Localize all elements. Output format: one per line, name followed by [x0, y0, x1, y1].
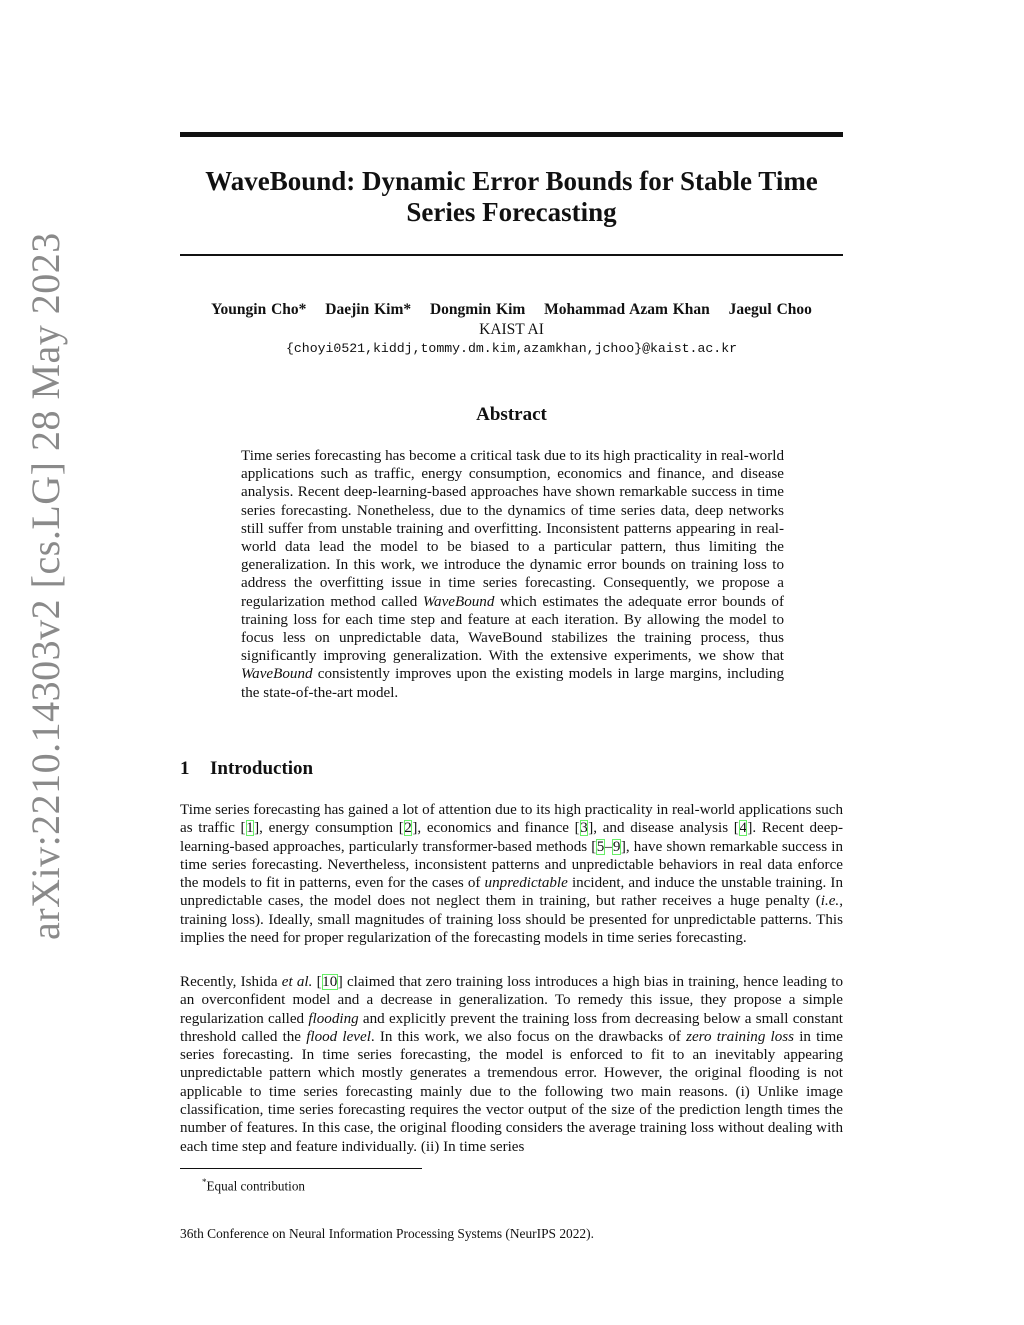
title-rule-bottom [180, 254, 843, 256]
intro-paragraph-1: Time series forecasting has gained a lot of attention due to its high practicality in real-world applications such as traffic [1], energy consumption [2], economics and finance [3], and disease analysis [4]. Recent deep-learning-based approaches, particularly transformer-based methods [5–9], have shown remarkable success in time series forecasting. Nevertheless, inconsistent patterns and unpredictable behaviors in real data enforce the models to fit in patterns, even for the cases of unpredictable incident, and induce the unstable training. In unpredictable cases, the model does not neglect them in training, but rather receives a huge penalty (i.e., training loss). Ideally, small magnitudes of training loss should be presented for unpredictable patterns. This implies the need for proper regularization of the forecasting models in time series forecasting. [180, 802, 843, 947]
citation-link[interactable]: 4 [739, 820, 747, 837]
section-title: Introduction [210, 758, 314, 779]
abstract-text: Time series forecasting has become a critical task due to its high practicality in real-world applications such as traffic, energy consumption, economics and finance, and disease analysis. Recent deep-learning-based approaches have shown remarkable success in time series forecasting. Nonetheless, due to the dynamics of time series data, deep networks still suffer from unstable training and overfitting. Inconsistent patterns appearing in real-world data lead the model to be biased to a particular pattern, thus limiting the generalization. In this work, we introduce the dynamic error bounds on training loss to address the overfitting issue in time series forecasting. Consequently, we propose a regularization method called WaveBound which estimates the adequate error bounds of training loss for each time step and feature at each iteration. By allowing the model to focus less on unpredictable data, WaveBound stabilizes the training process, thus significantly improving generalization. With the extensive experiments, we show that WaveBound consistently improves upon the existing models in large margins, including the state-of-the-art model. [241, 448, 785, 701]
arxiv-identifier: arXiv:2210.14303v2 [cs.LG] 28 May 2023 [23, 232, 68, 940]
author-4: Mohammad Azam Khan [544, 301, 710, 318]
author-list [180, 300, 843, 320]
method-name: WaveBound [422, 593, 495, 610]
citation-link[interactable]: 9 [612, 838, 621, 855]
citation-link[interactable]: 10 [322, 974, 338, 990]
citation-link[interactable]: 2 [404, 820, 412, 837]
citation-link[interactable]: 5 [596, 838, 605, 855]
paper-title: WaveBound: Dynamic Error Bounds for Stable Time Series Forecasting [205, 166, 818, 227]
author-1: Youngin Cho* [211, 301, 307, 318]
citation-link[interactable]: 3 [580, 820, 588, 837]
footnote [202, 1174, 305, 1194]
title-rule-top [180, 132, 843, 137]
author-3: Dongmin Kim [429, 301, 526, 318]
affiliation: KAIST AI [479, 321, 544, 338]
footnote-text: Equal contribution [206, 1178, 306, 1194]
section-number: 1 [180, 758, 190, 779]
venue-note: 36th Conference on Neural Information Processing Systems (NeurIPS 2022). [180, 1226, 594, 1241]
intro-paragraph-2: Recently, Ishida et al. [10] claimed that zero training loss introduces a high bias in training, hence leading to an overconfident model and a decrease in generalization. To remedy this issue, they propose a simple regularization called flooding and explicitly prevent the training loss from decreasing below a small constant threshold called the flood level. In this work, we also focus on the drawbacks of zero training loss in time series forecasting. In time series forecasting, the model is enforced to fit to an inevitably appearing unpredictable pattern which mostly generates a tremendous error. However, the original flooding is not applicable to time series forecasting mainly due to the following two main reasons. (i) Unlike image classification, time series forecasting requires the vector output of the size of the prediction length times the number of features. In this case, the original flooding considers the average training loss without dealing with each time step and feature individually. (ii) In time series [180, 974, 844, 1155]
footnote-mark: * [202, 1177, 207, 1187]
author-emails: {choyi0521,kiddj,tommy.dm.kim,azamkhan,jchoo}@kaist.ac.kr [285, 341, 738, 356]
footnote-divider [180, 1168, 422, 1169]
author-5: Jaegul Choo [728, 301, 812, 318]
author-2: Daejin Kim* [325, 301, 412, 318]
abstract-heading: Abstract [476, 404, 547, 425]
method-name: WaveBound [241, 666, 313, 683]
citation-link[interactable]: 1 [246, 820, 254, 837]
section-heading-introduction [180, 758, 843, 780]
